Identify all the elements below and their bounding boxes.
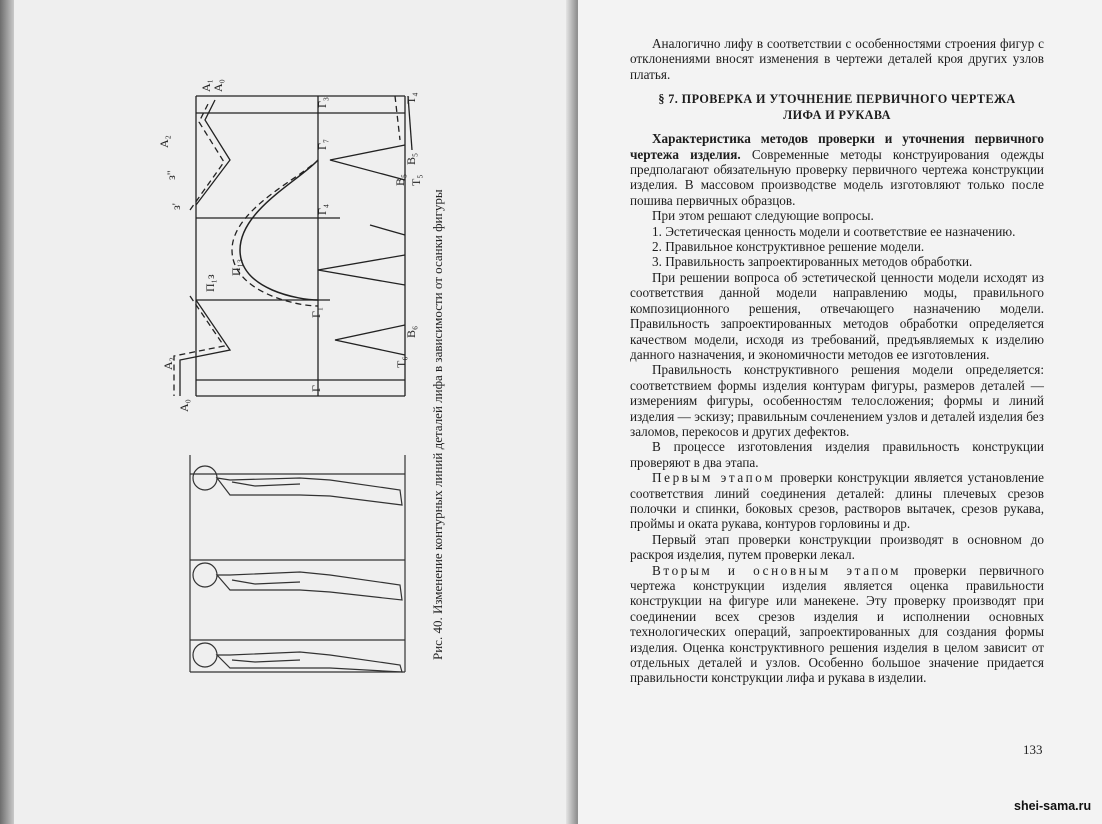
label-B5: B₅	[404, 152, 418, 165]
list-item-3: 3. Правильность запроектированных методов обработки.	[652, 254, 973, 270]
label-T6: T₆	[394, 356, 408, 368]
label-T5: Т₅	[409, 174, 423, 186]
section-title	[652, 91, 1022, 123]
label-A1: A₁	[199, 79, 213, 92]
label-P1z: П₁з	[203, 274, 217, 292]
first-stage-paragraph	[630, 470, 1044, 532]
label-z-d: з'	[169, 203, 183, 210]
stages-paragraph: В процессе изготовления изделия правильность конструкции проверяют в два этапа.	[630, 439, 1044, 470]
list-item-1: 1. Эстетическая ценность модели и соответствие ее назначению.	[652, 223, 1016, 239]
label-G: Г	[309, 385, 323, 392]
label-A0-top: A₀	[211, 79, 225, 92]
label-G7: Г₇	[315, 138, 329, 150]
label-B5b: B₅	[393, 173, 407, 186]
text-column	[630, 36, 1044, 686]
first-stage-text: проверки конструкции является установление соответствия линий соединения деталей: длины плечевых срезов полочки и спинки, боковых срезов, растворов вытачек, срезов рукава, проймы и оката рукава, контуров горловины и др.	[630, 470, 1044, 532]
label-T4: T₄	[404, 92, 418, 104]
first-stage-done-paragraph: Первый этап проверки конструкции производят в основном до раскроя изделия, путем проверки лекал.	[630, 531, 1044, 563]
label-A0-bottom: A₀	[177, 399, 191, 412]
intro-paragraph: Аналогично лифу в соответствии с особенностями строения фигур с отклонениями вносят изменения в чертежи деталей кроя других узлов платья.	[630, 36, 1044, 82]
label-B6: B₆	[404, 325, 418, 338]
second-stage-text: проверки первичного чертежа конструкции изделия является оценка правильности конструкции на фигуре или манекене. Эту проверку производят при соединении всех срезов изделия и исполнении основных технологических операций, запроектированных для создания формы изделия. Оценка конструктивного решения изделия в целом зависит от отдельных деталей и узлов. Особенно большое значение придается правильности конструкции лифа и рукава в изделии.	[630, 562, 1044, 686]
label-G3: Г₃	[315, 96, 329, 108]
section-title-line2: ЛИФА И РУКАВА	[783, 108, 891, 123]
lead-heading: Характеристика методов проверки и уточнения первичного чертежа изделия.	[630, 131, 1044, 162]
first-stage-spaced: Первым этапом	[652, 470, 776, 486]
list-item-2: 2. Правильное конструктивное решение модели.	[652, 239, 925, 255]
label-G4: Г₄	[315, 203, 329, 215]
label-P13: П₁₃	[229, 258, 243, 276]
second-stage-spaced: Вторым и основным этапом	[652, 562, 902, 578]
section-title-line1: § 7. ПРОВЕРКА И УТОЧНЕНИЕ ПЕРВИЧНОГО ЧЕРТЕЖА	[658, 92, 1016, 107]
questions-paragraph: При этом решают следующие вопросы.	[652, 208, 874, 224]
label-A2-bottom: A₂	[161, 357, 175, 370]
label-A2-top: A₂	[157, 135, 171, 148]
second-stage-paragraph	[630, 563, 1044, 686]
lead-paragraph	[630, 131, 1044, 208]
watermark: shei-sama.ru	[1014, 799, 1092, 813]
lead-text: Современные методы конструирования одежды предполагают обязательную проверку первичного чертежа конструкции изделия. В массовом производстве модель изготовляют только после пошива первичных образцов.	[630, 146, 1044, 208]
page-number: 133	[1023, 742, 1043, 757]
label-G1: Г₁	[309, 306, 323, 318]
aesthetic-paragraph: При решении вопроса об эстетической ценности модели исходят из соответствия данной модели направлению моды, правильного композиционного решения, отвечающего назначению модели. Правильность запроектированных методов обработки определяется качеством модели, исходя из требований, предъявляемых к изделию данного назначения, и экономичности методов ее изготовления.	[630, 269, 1044, 362]
figure-caption: Рис. 40. Изменение контурных линий деталей лифа в зависимости от осанки фигуры	[430, 189, 445, 660]
constructive-paragraph: Правильность конструктивного решения модели определяется: соответствием формы изделия контурам фигуры, размеров деталей — измерениям фигуры, особенностям телосложения; формы и линий изделия — эскизу; правильным сочленением узлов и деталей изделия без заломов, перекосов и других дефектов.	[630, 362, 1044, 439]
label-z-dd: з"	[164, 170, 178, 180]
